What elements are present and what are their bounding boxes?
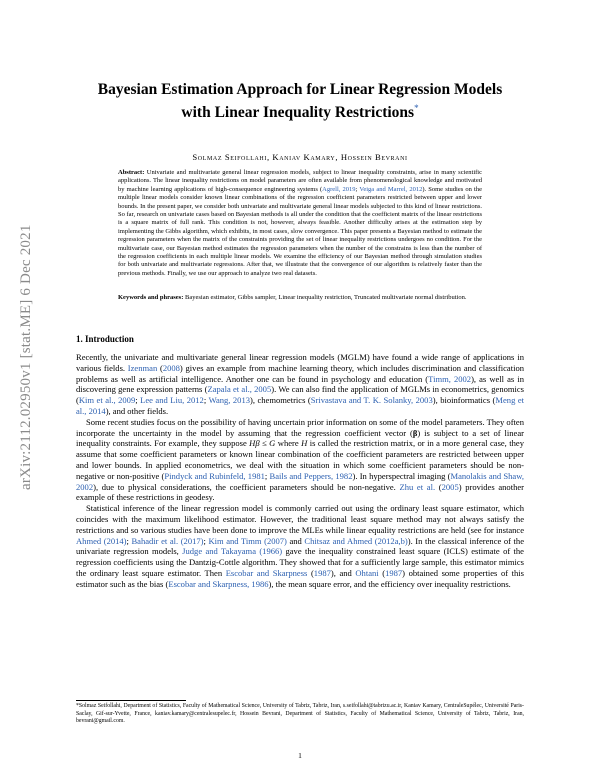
citation-link[interactable]: Srivastava and T. K. Solanky, 2003 [310, 395, 433, 406]
citation-link[interactable]: Timm, 2002 [428, 373, 472, 384]
citation-link[interactable]: 2008 [162, 362, 180, 373]
text: ). In the classical inference of the univariate regression models, [76, 535, 524, 557]
citation-link[interactable]: Manolakis and Shaw, 2002 [76, 470, 524, 492]
text: and [286, 535, 305, 546]
text: is called the restriction matrix, or in a more general case, they assume that some coefficient parameters or known linear combination of the coefficient parameters are restricted between upper and lower bounds. In applied econometrics, we deal with the situation in which some coefficient parameters should be non-negative or non-positive ( [76, 438, 524, 481]
text: ( [378, 567, 386, 578]
text: ). We can also find the application of MGLMs in econometrics, genomics ( [76, 384, 525, 406]
introduction-body [76, 352, 524, 590]
text: where [275, 438, 302, 449]
keywords [118, 294, 482, 302]
text: ; [203, 535, 209, 546]
paper-title [60, 80, 540, 122]
text: ), due to physical considerations, the coefficient parameters should be non-negative. [93, 481, 400, 492]
text: Some recent studies focus on the possibility of having uncertain prior information on some of the model parameters. They often incorporate the uncertainty in the model by assuming that the regression coefficient vector ( [76, 416, 524, 438]
text: ) is subject to a set of linear inequality constraints. For example, they suppose [76, 427, 524, 449]
citation-link[interactable]: Meng et al., 2014 [76, 395, 525, 416]
abstract-text: ; [355, 185, 360, 193]
keywords-text: Bayesian estimator, Gibbs sampler, Linear inequality restriction, Truncated multivariate normal distribution. [183, 294, 467, 301]
title-footnote-mark[interactable]: * [414, 103, 419, 113]
text: ) gives an example from machine learning theory, which includes discrimination and classification problems as well as artificial intelligence. Another one can be found in psychology and education ( [76, 362, 525, 384]
text: ), chemometrics ( [250, 395, 311, 406]
citation-link[interactable]: Kim et al., 2009 [78, 395, 136, 406]
citation-link[interactable]: 1987 [313, 567, 331, 578]
abstract-label: Abstract: [118, 169, 145, 176]
abstract-text: ). Some studies on the multiple linear models consider known linear combinations of the regression coefficient parameters restricted between upper and lower bounds. In the present paper, we consider both univariate and multivariate general linear models subjected to this kind of linear restrictions. So far, research on univariate cases based on Bayesian methods is all under the condition that the coefficient matrix of the linear restrictions is a square matrix of full rank. This condition is not, however, always feasible. Another difficulty arises at the estimation step by implementing the Gibbs algorithm, which exhibits, in most cases, slow convergence. This paper presents a Bayesian method to estimate the regression parameters when the matrix of the constraints providing the set of linear inequality restrictions undergoes no condition. For the multivariate case, our Bayesian method estimates the regression parameters when the number of the constrains is less than the number of the regression coefficients in each multiple linear models. We examine the efficiency of our Bayesian method through simulation studies for both univariate and multivariate regressions. After that, we illustrate that the convergence of our algorithm is relatively faster than the previous methods. Finally, we use our approach to analyze two real datasets. [118, 185, 483, 277]
text: gave the inequality constrained least square (ICLS) estimate of the regression coefficients using the Dantzig-Cottle algorithm. They showed that for a sufficiently large sample, this estimator mimics the ordinary least square estimator. Then [76, 546, 524, 578]
footnote: *Solmaz Seifollahi, Department of Statistics, Faculty of Mathematical Science, University of Tabriz, Tabriz, Iran, s.seifollahi@tabrizu.ac.ir, Kaniav Kamary, CentraleSupélec, Université Paris-Saclay, Gif-sur-Yvette, France, kaniav.kamary@centralesupelec.fr, Hossein Bevrani, Department of Statistics, Faculty of Mathematical Science, University of Tabriz, Tabriz, Iran, bevrani@gmail.com. [76, 703, 524, 725]
text: ( [435, 481, 442, 492]
title-line-1: Bayesian Estimation Approach for Linear Regression Models [97, 81, 503, 98]
title-line-2: with Linear Inequality Restrictions [181, 104, 415, 122]
page-number: 1 [298, 751, 302, 760]
citation-link[interactable]: Ohtani [355, 567, 379, 578]
citation-link[interactable]: Judge and Takayama (1966) [182, 546, 283, 557]
citation-link[interactable]: Veiga and Marrel, 2012 [359, 185, 423, 193]
citation-link[interactable]: Zapala et al., 2005 [207, 384, 272, 395]
text: ; [264, 470, 270, 481]
text: ) obtained some properties of this estimator such as the bias ( [76, 567, 524, 589]
text: ; [135, 395, 141, 406]
keywords-label: Keywords and phrases: [118, 294, 184, 301]
citation-link[interactable]: Escobar and Skarpness, 1986 [168, 578, 269, 589]
text: ), and other fields. [105, 405, 169, 416]
citation-link[interactable]: Bails and Peppers, 1982 [269, 470, 353, 481]
paragraph [76, 417, 524, 503]
citation-link[interactable]: Agrell, 2019 [322, 185, 356, 193]
citation-link[interactable]: Ahmed (2014) [76, 535, 127, 546]
text: ( [307, 567, 314, 578]
citation-link[interactable]: Escobar and Skarpness [225, 567, 308, 578]
beta-symbol: β [412, 427, 418, 438]
text: ), bioinformatics ( [432, 395, 496, 406]
text: Recently, the univariate and multivariate general linear regression models (MGLM) have found a wide range of applications in various fields. [76, 352, 524, 373]
text: ) provides another example of these restrictions in geodesy. [76, 481, 524, 503]
arxiv-identifier: arXiv:2112.02950v1 [stat.ME] 6 Dec 2021 [18, 224, 34, 490]
section-heading: 1. Introduction [76, 334, 134, 344]
footnote-divider [76, 700, 186, 701]
citation-link[interactable]: Bahadir et al. (2017) [131, 535, 204, 546]
abstract-text: Univariate and multivariate general linear regression models, subject to linear inequality constraints, arise in many scientific applications. The linear inequality restrictions on model parameters are often available from phenomenological knowledge and motivated by machine learning applications of high-consequence engineering systems ( [118, 169, 482, 193]
citation-link[interactable]: 2005 [441, 481, 459, 492]
matrix-symbol: H [301, 438, 308, 449]
citation-link[interactable]: Kim and Timm (2007) [208, 535, 287, 546]
citation-link[interactable]: Lee and Liu, 2012 [140, 395, 204, 406]
citation-link[interactable]: Izenman [127, 362, 158, 373]
text: ), the mean square error, and the efficiency over inequality restrictions. [268, 578, 511, 589]
citation-link[interactable]: Zhu et al. [399, 481, 436, 492]
abstract [118, 169, 482, 278]
citation-link[interactable]: Chitsaz and Ahmed (2012a,b) [304, 535, 408, 546]
text: ( [157, 362, 163, 373]
text: ; [203, 395, 209, 406]
citation-link[interactable]: Pindyck and Rubinfeld, 1981 [164, 470, 265, 481]
citation-link[interactable]: Wang, 2013 [208, 395, 251, 406]
text: ), and [330, 567, 356, 578]
paragraph [76, 352, 524, 417]
citation-link[interactable]: 1987 [385, 567, 403, 578]
author-list: Solmaz Seifollahi, Kaniav Kamary, Hossein Bevrani [192, 152, 408, 162]
text: ; [126, 535, 132, 546]
inequality-formula: Hβ ≤ G [249, 438, 276, 449]
text: ). In hyperspectral imaging ( [352, 470, 451, 481]
paragraph [76, 503, 524, 589]
text: Statistical inference of the linear regression model is commonly carried out using the ordinary least square estimator, which coincides with the maximum likelihood estimator. However, the traditional least square method may not always satisfy the restrictions and so various studies have been done to improve the MLEs while linear equality restrictions are held (see for instance [76, 503, 524, 535]
text: ), as well as in discovering gene expression patterns ( [76, 373, 524, 395]
